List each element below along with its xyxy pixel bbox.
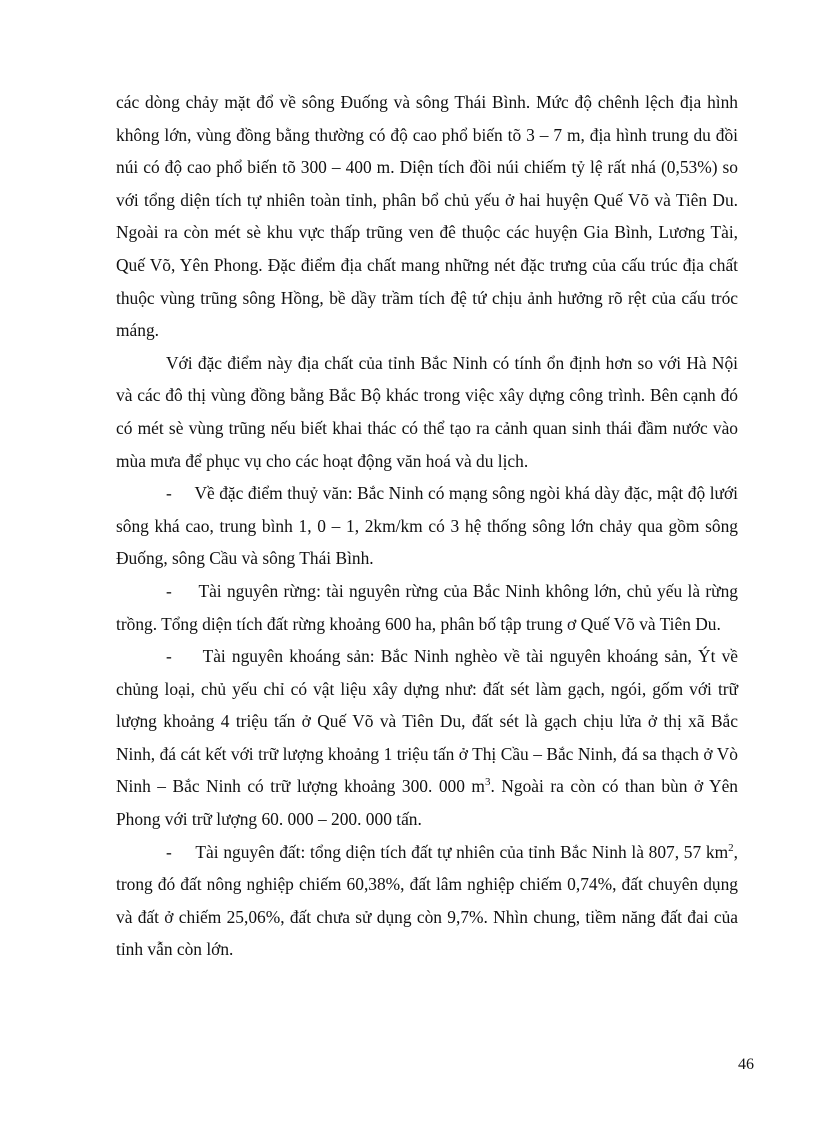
paragraph-text: Về đặc điểm thuỷ văn: Bắc Ninh có mạng sông ngòi khá dày đặc, mật độ lưới sông khá cao, trung bình 1, 0 – 1, 2km/km có 3 hệ thống sông lớn chảy qua gồm sông Đuống, sông Cầu và sông Thái Bình. <box>116 483 738 569</box>
bullet-land-resources <box>116 836 738 966</box>
bullet-hydrology <box>116 477 738 575</box>
paragraph-text: Tài nguyên đất: tổng diện tích đất tự nhiên của tỉnh Bắc Ninh là 807, 57 km <box>195 841 729 862</box>
paragraph-terrain-geology <box>116 86 738 347</box>
bullet-mineral-resources <box>116 640 738 836</box>
bullet-marker: - <box>166 580 172 601</box>
paragraph-text-tail: . Ngoài ra còn có than bùn ở Yên Phong với trữ lượng 60. 000 – 200. 000 tấn. <box>116 776 738 830</box>
paragraph-text: Tài nguyên rừng: tài nguyên rừng của Bắc Ninh không lớn, chủ yếu là rừng trồng. Tổng diện tích đất rừng khoảng 600 ha, phân bố tập trung ơ Quế Võ và Tiên Du. <box>116 580 738 634</box>
paragraph-text: Với đặc điểm này địa chất của tỉnh Bắc Ninh có tính ổn định hơn so với Hà Nội và các đô thị vùng đồng bằng Bắc Bộ khác trong việc xây dựng công trình. Bên cạnh đó có mét sè vùng trũng nếu biết khai thác có thể tạo ra cảnh quan sinh thái đầm nước vào mùa mưa để phục vụ cho các hoạt động văn hoá và du lịch. <box>116 352 738 471</box>
bullet-marker: - <box>166 483 172 504</box>
page-number: 46 <box>738 1056 754 1073</box>
superscript: 3 <box>484 776 491 789</box>
superscript: 2 <box>728 841 734 854</box>
paragraph-text-tail: , trong đó đất nông nghiệp chiếm 60,38%, đất lâm nghiệp chiếm 0,74%, đất chuyên dụng và đất ở chiếm 25,06%, đất chưa sử dụng còn 9,7%. Nhìn chung, tiềm năng đất đai của tỉnh vẫn còn lớn. <box>116 841 738 960</box>
paragraph-text: Tài nguyên khoáng sản: Bắc Ninh nghèo về tài nguyên khoáng sản, Ýt về chủng loại, chủ yếu chỉ có vật liệu xây dựng như: đất sét làm gạch, ngói, gốm với trữ lượng khoảng 4 triệu tấn ở Quế Võ và Tiên Du, đất sét là gạch chịu lửa ở thị xã Bắc Ninh, đá cát kết với trữ lượng khoảng 1 triệu tấn ở Thị Cầu – Bắc Ninh, đá sa thạch ở Vò Ninh – Bắc Ninh có trữ lượng khoảng 300. 000 m <box>116 646 738 797</box>
paragraph-geology-stability <box>116 347 738 477</box>
bullet-marker: - <box>166 841 172 862</box>
bullet-marker: - <box>166 646 172 667</box>
bullet-forest-resources <box>116 575 738 640</box>
paragraph-text: các dòng chảy mặt đổ về sông Đuống và sông Thái Bình. Mức độ chênh lệch địa hình không lớn, vùng đồng bằng thường có độ cao phổ biến tõ 3 – 7 m, địa hình trung du đồi núi có độ cao phổ biến tõ 300 – 400 m. Diện tích đồi núi chiếm tỷ lệ rất nhá (0,53%) so với tổng diện tích tự nhiên toàn tỉnh, phân bổ chủ yếu ở hai huyện Quế Võ và Tiên Du. Ngoài ra còn mét sè khu vực thấp trũng ven đê thuộc các huyện Gia Bình, Lương Tài, Quế Võ, Yên Phong. Đặc điểm địa chất mang những nét đặc trưng của cấu trúc địa chất thuộc vùng trũng sông Hồng, bề dầy trầm tích đệ tứ chịu ảnh hưởng rõ rệt của cấu tróc máng. <box>116 92 738 341</box>
page-body <box>116 86 738 966</box>
